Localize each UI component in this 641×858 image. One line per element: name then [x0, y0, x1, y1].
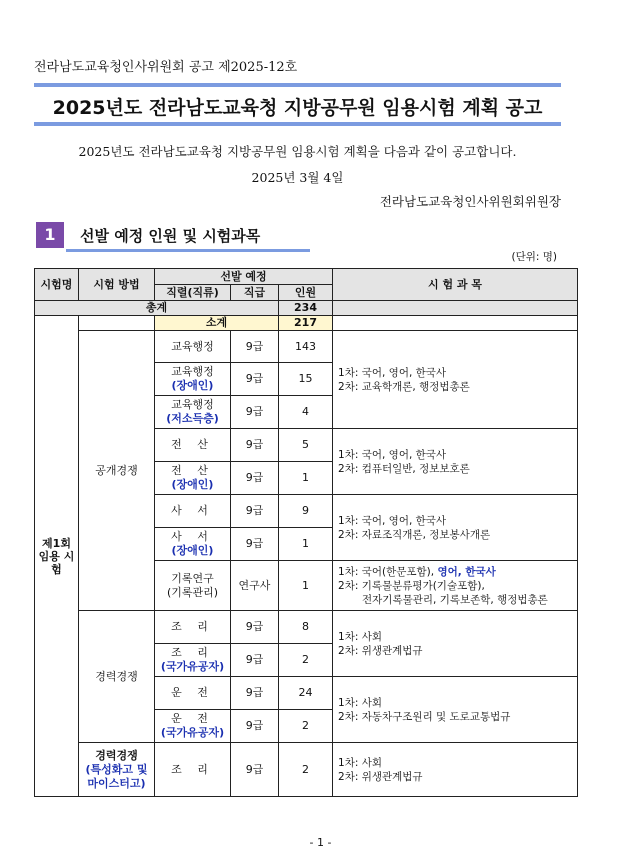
count-cell: 24 — [279, 677, 333, 710]
series-cell: 교육행정 (저소득층) — [155, 396, 231, 429]
subtotal-subject — [333, 316, 578, 331]
count-cell: 1 — [279, 462, 333, 495]
grade-cell: 9급 — [231, 462, 279, 495]
subjects-cook: 1차: 사회 2차: 위생관계법규 — [333, 611, 578, 677]
subjects-archive: 1차: 국어(한문포함), 영어, 한국사 2차: 기록물분류평가(기술포함), 전자기록물관리, 기록보존학, 행정법총론 — [333, 561, 578, 611]
count-cell: 2 — [279, 644, 333, 677]
table-row — [35, 331, 578, 363]
subjects-computing: 1차: 국어, 영어, 한국사 2차: 컴퓨터일반, 정보보호론 — [333, 429, 578, 495]
series-cell: 운 전 (국가유공자) — [155, 710, 231, 743]
table-row — [35, 743, 578, 797]
header-exam: 시험명 — [35, 269, 79, 301]
grade-cell: 9급 — [231, 611, 279, 644]
series-cell: 조 리 (국가유공자) — [155, 644, 231, 677]
count-cell: 5 — [279, 429, 333, 462]
page-number: - 1 - — [309, 836, 332, 849]
subjects-cook-special: 1차: 사회 2차: 위생관계법규 — [333, 743, 578, 797]
header-subjects: 시 험 과 목 — [333, 269, 578, 301]
grade-cell: 9급 — [231, 363, 279, 396]
grade-cell: 9급 — [231, 644, 279, 677]
title-rule-top — [34, 83, 561, 87]
special-method: 경력경쟁 (특성화고 및 마이스터고) — [79, 743, 155, 797]
grade-cell: 9급 — [231, 495, 279, 528]
subjects-driver: 1차: 사회 2차: 자동차구조원리 및 도로교통법규 — [333, 677, 578, 743]
subtotal-count: 217 — [279, 316, 333, 331]
title-rule-bottom — [34, 122, 561, 126]
series-cell: 운 전 — [155, 677, 231, 710]
count-cell: 8 — [279, 611, 333, 644]
grade-cell: 9급 — [231, 429, 279, 462]
intro-text: 2025년도 전라남도교육청 지방공무원 임용시험 계획을 다음과 같이 공고합니다. — [78, 144, 517, 159]
series-cell: 조 리 — [155, 611, 231, 644]
header-method: 시험 방법 — [79, 269, 155, 301]
series-cell: 교육행정 (장애인) — [155, 363, 231, 396]
section-underline — [66, 249, 310, 252]
grade-cell: 9급 — [231, 743, 279, 797]
count-cell: 2 — [279, 743, 333, 797]
series-cell: 전 산 — [155, 429, 231, 462]
section-title: 선발 예정 인원 및 시험과목 — [80, 227, 261, 245]
grade-cell: 9급 — [231, 396, 279, 429]
career-method: 경력경쟁 — [79, 611, 155, 743]
grade-cell: 9급 — [231, 331, 279, 363]
total-label: 총계 — [35, 301, 279, 316]
open-method: 공개경쟁 — [79, 331, 155, 611]
header-series: 직렬(직류) — [155, 285, 231, 301]
series-cell: 사 서 (장애인) — [155, 528, 231, 561]
header-grade: 직급 — [231, 285, 279, 301]
count-cell: 15 — [279, 363, 333, 396]
total-count: 234 — [279, 301, 333, 316]
count-cell: 1 — [279, 561, 333, 611]
grade-cell: 9급 — [231, 710, 279, 743]
total-subject — [333, 301, 578, 316]
recruitment-table — [34, 268, 578, 797]
grade-cell: 9급 — [231, 528, 279, 561]
header-count: 인원 — [279, 285, 333, 301]
signer: 전라남도교육청인사위원회위원장 — [379, 194, 561, 209]
subjects-library: 1차: 국어, 영어, 한국사 2차: 자료조직개론, 정보봉사개론 — [333, 495, 578, 561]
unit-note: (단위: 명) — [511, 251, 557, 263]
series-cell: 기록연구 (기록관리) — [155, 561, 231, 611]
notice-number: 전라남도교육청인사위원회 공고 제2025-12호 — [34, 60, 298, 75]
series-cell: 교육행정 — [155, 331, 231, 363]
exam-name: 제1회 임용 시험 — [35, 316, 79, 797]
section-number-badge: 1 — [36, 222, 64, 248]
count-cell: 2 — [279, 710, 333, 743]
announcement-date: 2025년 3월 4일 — [251, 170, 344, 185]
subjects-admin: 1차: 국어, 영어, 한국사 2차: 교육학개론, 행정법총론 — [333, 331, 578, 429]
count-cell: 4 — [279, 396, 333, 429]
header-plan: 선발 예정 — [155, 269, 333, 285]
count-cell: 1 — [279, 528, 333, 561]
grade-cell: 9급 — [231, 677, 279, 710]
page-title: 2025년도 전라남도교육청 지방공무원 임용시험 계획 공고 — [52, 97, 543, 119]
count-cell: 9 — [279, 495, 333, 528]
table-row — [35, 611, 578, 644]
count-cell: 143 — [279, 331, 333, 363]
grade-cell: 연구사 — [231, 561, 279, 611]
series-cell: 조 리 — [155, 743, 231, 797]
subtotal-label: 소계 — [155, 316, 279, 331]
series-cell: 사 서 — [155, 495, 231, 528]
series-cell: 전 산 (장애인) — [155, 462, 231, 495]
